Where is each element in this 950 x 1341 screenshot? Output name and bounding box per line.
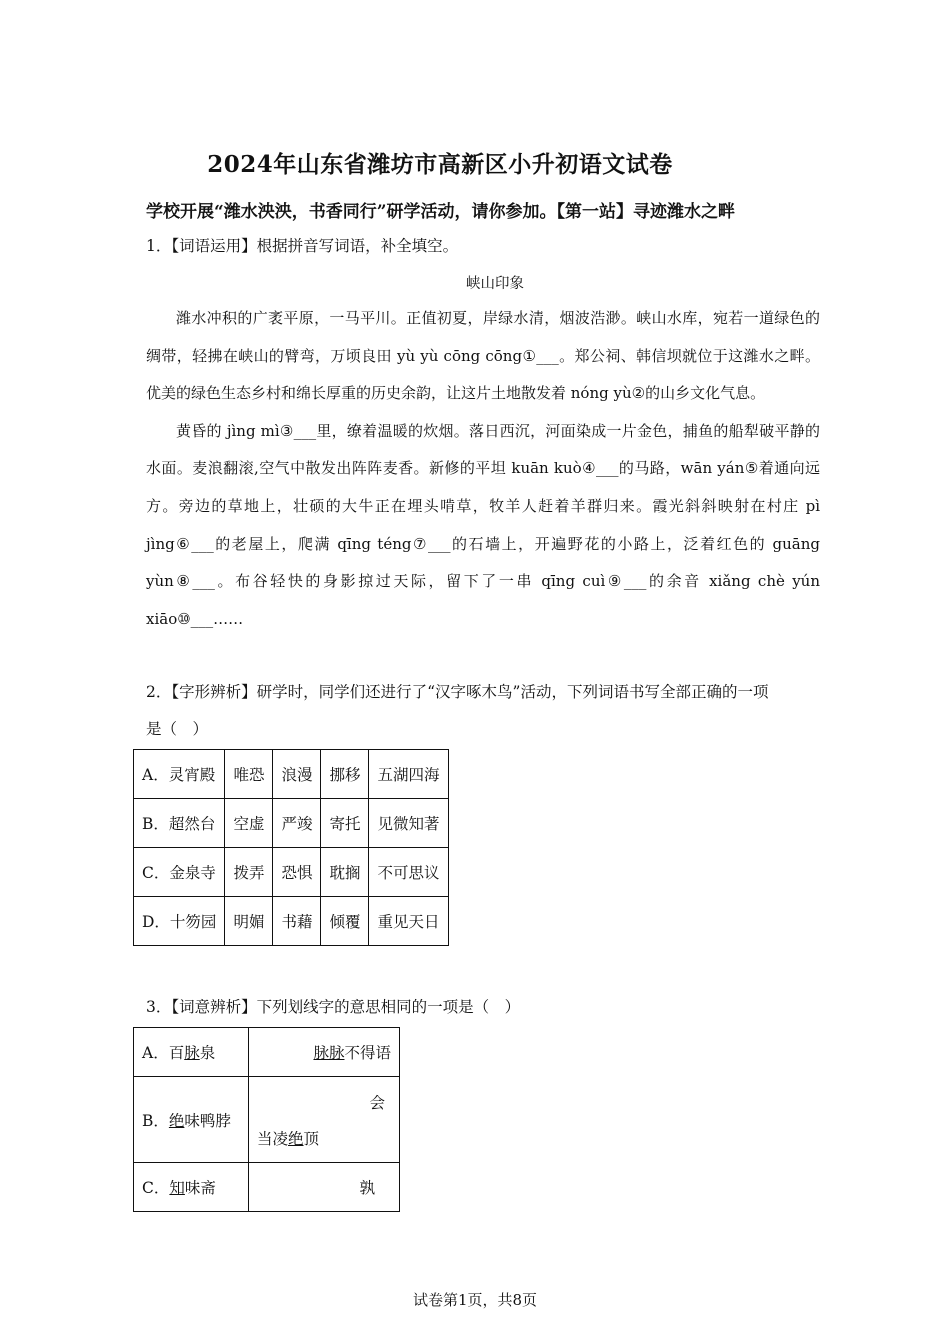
option-text: 当凌 bbox=[257, 1129, 289, 1148]
table-cell bbox=[134, 1163, 249, 1212]
table-cell: 严竣 bbox=[273, 799, 321, 848]
underlined-char: 脉 bbox=[184, 1044, 200, 1062]
table-cell: 耽搁 bbox=[321, 848, 369, 897]
passage-title: 峡山印象 bbox=[466, 276, 524, 292]
option-text: 泉 bbox=[199, 1044, 216, 1062]
option-text: 味鸭脖 bbox=[184, 1111, 231, 1130]
table-cell: 孰 bbox=[249, 1163, 400, 1212]
page-title: 2024年山东省潍坊市高新区小升初语文试卷 bbox=[207, 151, 673, 178]
table-row bbox=[134, 1077, 400, 1163]
question-2-stem-line-2: 是（ ） bbox=[146, 720, 209, 738]
section-subtitle: 学校开展“潍水泱泱，书香同行”研学活动，请你参加。【第一站】寻迹潍水之畔 bbox=[146, 202, 736, 222]
option-text: 顶 bbox=[303, 1129, 320, 1148]
passage-body bbox=[146, 300, 820, 638]
option-text: 会 bbox=[369, 1093, 385, 1112]
table-cell bbox=[249, 1028, 400, 1077]
table-cell: A．灵宵殿 bbox=[134, 750, 225, 799]
table-row bbox=[134, 1028, 400, 1077]
question-3-table bbox=[133, 1027, 400, 1212]
option-text: 百 bbox=[168, 1044, 185, 1062]
table-cell: 重见天日 bbox=[369, 897, 448, 946]
table-cell: 浪漫 bbox=[273, 750, 321, 799]
question-2-stem bbox=[146, 674, 826, 748]
table-cell: 恐惧 bbox=[273, 848, 321, 897]
option-label: B． bbox=[142, 1111, 169, 1130]
table-cell: 五湖四海 bbox=[369, 750, 448, 799]
table-cell bbox=[134, 1077, 249, 1163]
table-cell: 见微知著 bbox=[369, 799, 448, 848]
passage-paragraph-2: 黄昏的 jìng mì③___里，缭着温暖的炊烟。落日西沉，河面染成一片金色，捕鱼的船犁破平静的水面。麦浪翻滚,空气中散发出阵阵麦香。新修的平坦 kuān kuò④___的马路，wān yán⑤着通向远方。旁边的草地上，壮硕的大牛正在埋头啃草，牧羊人赶着羊群归来。霞光斜斜映射在村庄 pì jìng⑥___的老屋上，爬满 qīng téng⑦___的石墙上，开遍野花的小路上，泛着红色的 guāng yùn⑧___。布谷轻快的身影掠过天际，留下了一串 qīng cuì⑨___的余音 xiǎng chè yún xiāo⑩___…… bbox=[146, 421, 820, 628]
underlined-char: 绝 bbox=[168, 1111, 185, 1130]
table-cell: 拨弄 bbox=[225, 848, 273, 897]
table-row bbox=[134, 897, 449, 946]
table-cell: 挪移 bbox=[321, 750, 369, 799]
question-3-stem: 3．【词意辨析】下列划线字的意思相同的一项是（ ） bbox=[146, 998, 521, 1016]
question-1-stem: 1．【词语运用】根据拼音写词语，补全填空。 bbox=[146, 237, 459, 255]
table-cell: 空虚 bbox=[225, 799, 273, 848]
table-cell: 唯恐 bbox=[225, 750, 273, 799]
table-row bbox=[134, 799, 449, 848]
underlined-char: 绝 bbox=[288, 1129, 304, 1148]
page-footer: 试卷第1页，共8页 bbox=[412, 1291, 538, 1309]
table-cell: B．超然台 bbox=[134, 799, 225, 848]
table-row bbox=[134, 750, 449, 799]
option-text: 味斋 bbox=[184, 1179, 216, 1197]
table-cell: 不可思议 bbox=[369, 848, 448, 897]
underlined-char: 脉脉 bbox=[313, 1044, 345, 1062]
option-text: 不得语 bbox=[344, 1044, 391, 1062]
question-2-stem-line-1: 2．【字形辨析】研学时，同学们还进行了“汉字啄木鸟”活动，下列词语书写全部正确的一项 bbox=[146, 683, 769, 701]
table-cell bbox=[249, 1077, 400, 1163]
option-label: A． bbox=[142, 1044, 169, 1062]
underlined-char: 知 bbox=[169, 1179, 185, 1197]
table-cell: 倾覆 bbox=[321, 897, 369, 946]
table-row bbox=[134, 848, 449, 897]
table-cell bbox=[134, 1028, 249, 1077]
table-cell: 书藉 bbox=[273, 897, 321, 946]
question-2-table bbox=[133, 749, 449, 946]
table-cell: 寄托 bbox=[321, 799, 369, 848]
option-line bbox=[257, 1127, 391, 1149]
table-row bbox=[134, 1163, 400, 1212]
passage-paragraph-1: 潍水冲积的广袤平原，一马平川。正值初夏，岸绿水清，烟波浩渺。峡山水库，宛若一道绿色的绸带，轻拂在峡山的臂弯，万顷良田 yù yù cōng cōng①___。郑公祠、韩信坝就位于这潍水之畔。优美的绿色生态乡村和绵长厚重的历史余韵，让这片土地散发着 nóng yù②的山乡文化气息。 bbox=[146, 309, 820, 403]
table-cell: D．十笏园 bbox=[134, 897, 225, 946]
table-cell: 明媚 bbox=[225, 897, 273, 946]
table-cell: C．金泉寺 bbox=[134, 848, 225, 897]
option-label: C． bbox=[142, 1179, 170, 1197]
